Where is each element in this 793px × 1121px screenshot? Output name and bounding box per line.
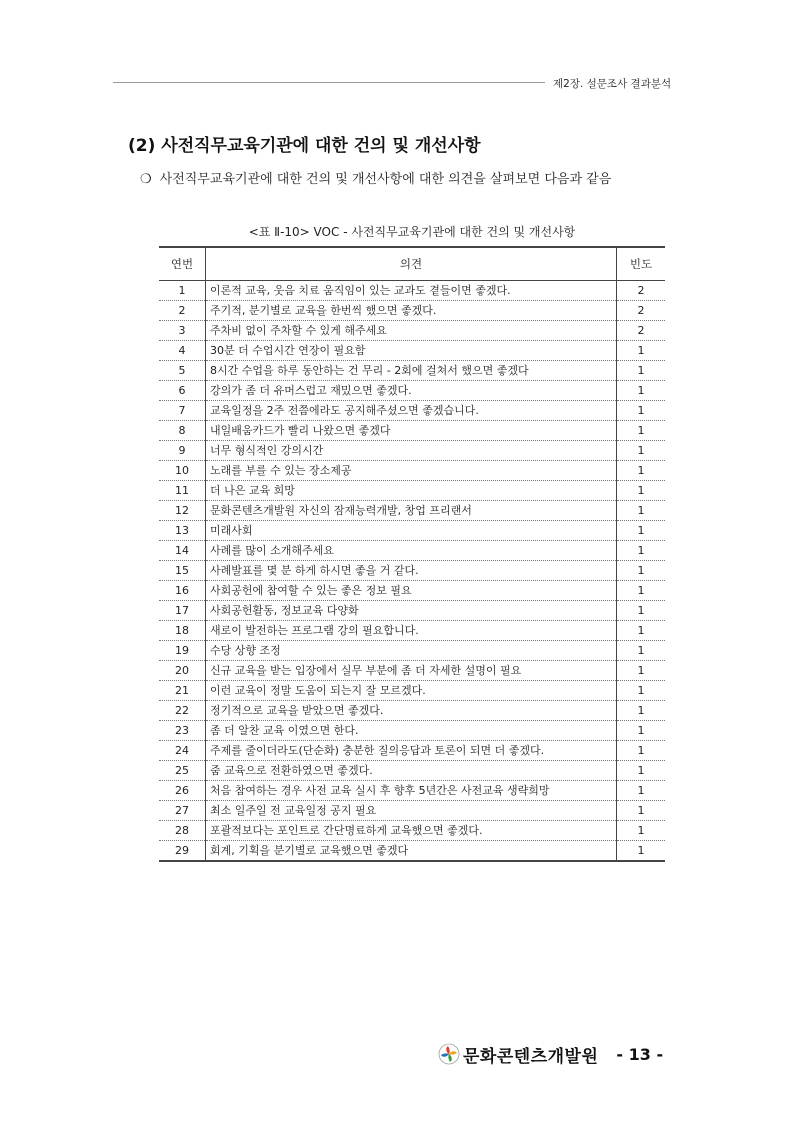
row-opinion: 포괄적보다는 포인트로 간단명료하게 교육했으면 좋겠다. [206,821,617,841]
table-row [159,341,665,361]
footer [438,1040,663,1068]
table-row [159,801,665,821]
row-number: 17 [159,601,206,621]
row-frequency: 2 [617,301,666,321]
row-opinion: 사회공헌에 참여할 수 있는 좋은 정보 필요 [206,581,617,601]
row-number: 9 [159,441,206,461]
table-row [159,561,665,581]
row-number: 10 [159,461,206,481]
row-number: 3 [159,321,206,341]
row-opinion: 주차비 없이 주차할 수 있게 해주세요 [206,321,617,341]
row-opinion: 이런 교육이 정말 도움이 되는지 잘 모르겠다. [206,681,617,701]
row-number: 28 [159,821,206,841]
row-number: 7 [159,401,206,421]
table-row [159,761,665,781]
row-number: 4 [159,341,206,361]
row-number: 20 [159,661,206,681]
row-opinion: 정기적으로 교육을 받았으면 좋겠다. [206,701,617,721]
row-frequency: 1 [617,521,666,541]
row-frequency: 1 [617,441,666,461]
table-header-row [159,247,665,281]
row-opinion: 신규 교육을 받는 입장에서 실무 부분에 좀 더 자세한 설명이 필요 [206,661,617,681]
row-opinion: 사례발표를 몇 분 하게 하시면 좋을 거 같다. [206,561,617,581]
page-number: - 13 - [616,1044,664,1064]
table-row [159,741,665,761]
row-frequency: 2 [617,321,666,341]
row-frequency: 1 [617,581,666,601]
table-row [159,281,665,301]
row-opinion: 노래를 부를 수 있는 장소제공 [206,461,617,481]
row-opinion: 줌 교육으로 전환하였으면 좋겠다. [206,761,617,781]
row-opinion: 회계, 기획을 분기별로 교육했으면 좋겠다 [206,841,617,862]
row-frequency: 1 [617,761,666,781]
row-frequency: 1 [617,621,666,641]
row-frequency: 1 [617,341,666,361]
table-caption: <표 Ⅱ-10> VOC - 사전직무교육기관에 대한 건의 및 개선사항 [248,225,576,239]
org-name: 문화콘텐츠개발원 [463,1046,599,1067]
row-opinion: 8시간 수업을 하루 동안하는 건 무리 - 2회에 걸쳐서 했으면 좋겠다 [206,361,617,381]
intro-text: 사전직무교육기관에 대한 건의 및 개선사항에 대한 의견을 살펴보면 다음과 같음 [159,172,612,187]
row-opinion: 최소 일주일 전 교육일정 공지 필요 [206,801,617,821]
table-row [159,481,665,501]
row-opinion: 수당 상향 조정 [206,641,617,661]
row-opinion: 더 나은 교육 희망 [206,481,617,501]
row-opinion: 사회공헌활동, 정보교육 다양화 [206,601,617,621]
section-title: (2) 사전직무교육기관에 대한 건의 및 개선사항 [128,136,481,156]
row-number: 11 [159,481,206,501]
row-number: 26 [159,781,206,801]
row-number: 21 [159,681,206,701]
row-number: 25 [159,761,206,781]
row-frequency: 1 [617,461,666,481]
row-number: 18 [159,621,206,641]
table-body [159,281,665,862]
table-row [159,441,665,461]
row-opinion: 주제를 줄이더라도(단순화) 충분한 질의응답과 토론이 되면 더 좋겠다. [206,741,617,761]
table-row [159,361,665,381]
row-number: 12 [159,501,206,521]
row-frequency: 1 [617,601,666,621]
bullet-icon: ❍ [140,172,152,187]
row-number: 8 [159,421,206,441]
row-number: 6 [159,381,206,401]
row-opinion: 새로이 발전하는 프로그램 강의 필요합니다. [206,621,617,641]
row-opinion: 이론적 교육, 웃음 치료 움직임이 있는 교과도 곁들이면 좋겠다. [206,281,617,301]
table-row [159,781,665,801]
row-opinion: 강의가 좀 더 유머스럽고 재밌으면 좋겠다. [206,381,617,401]
table-row [159,521,665,541]
row-number: 29 [159,841,206,862]
row-number: 19 [159,641,206,661]
row-opinion: 교육일정을 2주 전쯤에라도 공지해주셨으면 좋겠습니다. [206,401,617,421]
row-number: 27 [159,801,206,821]
row-frequency: 1 [617,481,666,501]
table-row [159,301,665,321]
row-number: 22 [159,701,206,721]
row-number: 14 [159,541,206,561]
row-frequency: 1 [617,501,666,521]
table-row [159,541,665,561]
row-frequency: 1 [617,701,666,721]
header-no: 연번 [159,247,206,281]
row-frequency: 1 [617,561,666,581]
row-frequency: 1 [617,421,666,441]
header-opinion: 의견 [206,247,617,281]
circular-leaf-logo-icon [438,1043,460,1065]
row-number: 13 [159,521,206,541]
row-frequency: 1 [617,381,666,401]
row-opinion: 미래사회 [206,521,617,541]
table-row [159,821,665,841]
row-frequency: 2 [617,281,666,301]
row-frequency: 1 [617,661,666,681]
row-frequency: 1 [617,641,666,661]
row-number: 2 [159,301,206,321]
row-frequency: 1 [617,741,666,761]
row-opinion: 좀 더 알찬 교육 이였으면 한다. [206,721,617,741]
voc-table [159,246,665,862]
header-frequency: 빈도 [617,247,666,281]
row-frequency: 1 [617,821,666,841]
row-opinion: 내일배움카드가 빨리 나왔으면 좋겠다 [206,421,617,441]
table-row [159,621,665,641]
row-frequency: 1 [617,801,666,821]
table-row [159,501,665,521]
table-row [159,721,665,741]
row-number: 16 [159,581,206,601]
row-opinion: 30분 더 수업시간 연장이 필요함 [206,341,617,361]
table-row [159,701,665,721]
row-opinion: 문화콘텐츠개발원 자신의 잠재능력개발, 창업 프리랜서 [206,501,617,521]
row-opinion: 너무 형식적인 강의시간 [206,441,617,461]
row-number: 24 [159,741,206,761]
chapter-header: 제2장. 설문조사 결과분석 [553,78,672,90]
row-frequency: 1 [617,541,666,561]
row-opinion: 사례를 많이 소개해주세요 [206,541,617,561]
row-frequency: 1 [617,401,666,421]
row-number: 5 [159,361,206,381]
table-row [159,661,665,681]
table-row [159,401,665,421]
table-row [159,601,665,621]
table-row [159,581,665,601]
table-row [159,681,665,701]
table-row [159,461,665,481]
row-frequency: 1 [617,681,666,701]
table-row [159,321,665,341]
row-opinion: 처음 참여하는 경우 사전 교육 실시 후 향후 5년간은 사전교육 생략희망 [206,781,617,801]
row-number: 1 [159,281,206,301]
row-frequency: 1 [617,721,666,741]
row-number: 23 [159,721,206,741]
row-frequency: 1 [617,841,666,862]
table-row [159,641,665,661]
row-frequency: 1 [617,781,666,801]
row-number: 15 [159,561,206,581]
row-opinion: 주기적, 분기별로 교육을 한번씩 했으면 좋겠다. [206,301,617,321]
table-row [159,841,665,862]
row-frequency: 1 [617,361,666,381]
intro-paragraph [140,168,680,187]
table-row [159,421,665,441]
header-rule [113,82,545,83]
table-row [159,381,665,401]
